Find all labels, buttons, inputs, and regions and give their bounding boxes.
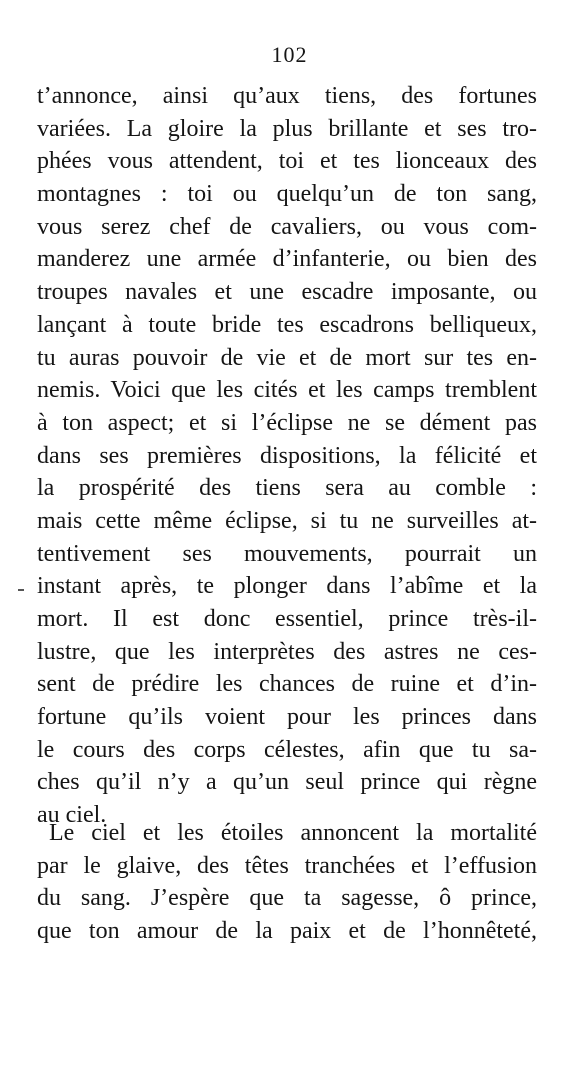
- paragraph-line: sent de prédire les chances de ruine et d’in-: [37, 671, 537, 698]
- paragraph-line: vous serez chef de cavaliers, ou vous com-: [37, 213, 537, 240]
- paragraph-line: à ton aspect; et si l’éclipse ne se dément pas: [37, 409, 537, 436]
- paragraph-line: tu auras pouvoir de vie et de mort sur tes en-: [37, 344, 537, 371]
- paragraph-line: mort. Il est donc essentiel, prince très-il-: [37, 606, 537, 632]
- paragraph-line: par le glaive, des têtes tranchées et l’effusion: [37, 852, 537, 879]
- paragraph-line: tentivement ses mouvements, pourrait un: [37, 540, 537, 567]
- paragraph-last-line: au ciel.: [37, 802, 107, 829]
- paragraph-line: que ton amour de la paix et de l’honnêteté,: [37, 918, 537, 945]
- paragraph-line: dans ses premières dispositions, la félicité et: [37, 442, 537, 469]
- paragraph-line: le cours des corps célestes, afin que tu sa-: [37, 736, 537, 763]
- paragraph-line: instant après, te plonger dans l’abîme et la: [37, 573, 537, 600]
- paragraph-1: [37, 80, 537, 832]
- paragraph-line: phées vous attendent, toi et tes lionceaux des: [37, 148, 537, 175]
- paragraph-line: t’annonce, ainsi qu’aux tiens, des fortunes: [37, 83, 537, 109]
- paragraph-line: troupes navales et une escadre imposante, ou: [37, 279, 537, 306]
- paragraph-first-line: Le ciel et les étoiles annoncent la mortalité: [49, 820, 537, 846]
- paragraph-line: ches qu’il n’y a qu’un seul prince qui règne: [37, 769, 537, 796]
- paragraph-line: variées. La gloire la plus brillante et ses tro-: [37, 115, 537, 142]
- paragraph-line: du sang. J’espère que ta sagesse, ô prince,: [37, 885, 537, 912]
- page-number: 102: [271, 42, 308, 67]
- paragraph-line: la prospérité des tiens sera au comble :: [37, 475, 537, 502]
- paragraph-line: montagnes : toi ou quelqu’un de ton sang,: [37, 181, 537, 208]
- margin-mark: [18, 589, 24, 591]
- paragraph-line: fortune qu’ils voient pour les princes dans: [37, 704, 537, 731]
- paragraph-line: mais cette même éclipse, si tu ne surveilles at-: [37, 507, 537, 534]
- paragraph-2: [37, 817, 537, 948]
- paragraph-line: nemis. Voici que les cités et les camps tremblent: [37, 377, 537, 404]
- paragraph-line: manderez une armée d’infanterie, ou bien des: [37, 246, 537, 273]
- paragraph-line: lustre, que les interprètes des astres ne ces-: [37, 638, 537, 665]
- paragraph-line: lançant à toute bride tes escadrons belliqueux,: [37, 311, 537, 338]
